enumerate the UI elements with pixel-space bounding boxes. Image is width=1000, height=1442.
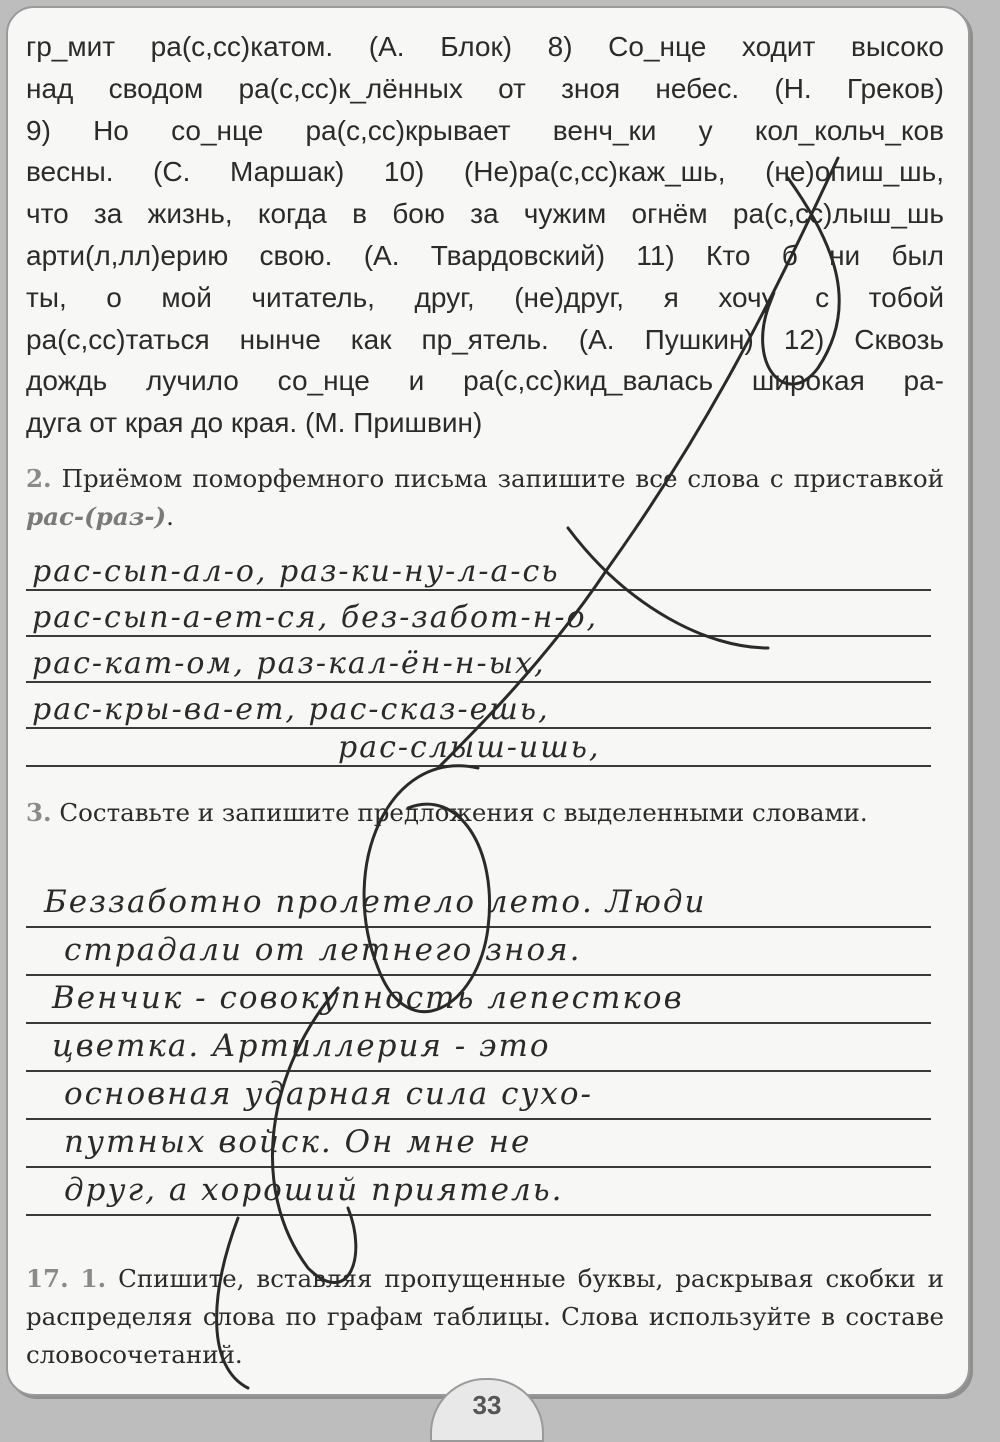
- exercise-line: что за жизнь, когда в бою за чужим огнём ра(с,сс)лыш_шь: [26, 198, 944, 230]
- ruled-line: [26, 1022, 931, 1024]
- task-prefix: рас-(раз-): [26, 502, 167, 531]
- task-number: 2.: [26, 464, 52, 493]
- handwritten-line: Беззаботно пролетело лето. Люди: [44, 884, 707, 920]
- task-number: 3.: [26, 798, 52, 827]
- handwritten-line: рас-сып-а-ет-ся, без-забот-н-о,: [32, 600, 599, 635]
- ruled-line: [26, 727, 931, 729]
- handwritten-line: Венчик - совокупность лепестков: [52, 980, 684, 1016]
- workbook-page: [6, 6, 970, 1396]
- handwritten-line: рас-сып-ал-о, раз-ки-ну-л-а-сь: [32, 554, 560, 589]
- ruled-line: [26, 974, 931, 976]
- ruled-line: [26, 635, 931, 637]
- handwritten-line: цветка. Артиллерия - это: [52, 1028, 551, 1064]
- handwritten-line: страдали от летнего зноя.: [64, 932, 582, 968]
- exercise-line: ра(с,сс)таться нынче как пр_ятель. (А. Пушкин) 12) Сквозь: [26, 323, 944, 355]
- task-3-instruction: [26, 794, 944, 832]
- ruled-line: [26, 1166, 931, 1168]
- handwritten-line: рас-кат-ом, раз-кал-ён-н-ых,: [32, 646, 546, 681]
- exercise-line: дождь лучило со_нце и ра(с,сс)кид_валась широкая ра-: [26, 365, 944, 397]
- exercise-line: ты, о мой читатель, друг, (не)друг, я хочу с тобой: [26, 281, 944, 313]
- exercise-line: весны. (С. Маршак) 10) (Не)ра(с,сс)каж_шь, (не)опиш_шь,: [26, 156, 944, 188]
- ruled-line: [26, 1214, 931, 1216]
- task-text: Приёмом поморфемного письма запишите все слова с приставкой: [61, 464, 944, 493]
- exercise-line: 9) Но со_нце ра(с,сс)крывает венч_ки у кол_кольч_ков: [26, 114, 944, 146]
- exercise-line: дуга от края до края. (М. Пришвин): [26, 407, 483, 439]
- handwritten-line: основная ударная сила сухо-: [64, 1076, 594, 1112]
- handwritten-line: рас-кры-ва-ет, рас-сказ-ешь,: [32, 692, 550, 727]
- task-text: Спишите, вставляя пропущенные буквы, раскрывая скобки и распределяя слова по графам таблицы. Слова используйте в составе словосочетаний.: [26, 1264, 944, 1369]
- task-subnumber: 1.: [80, 1264, 107, 1293]
- task-17-instruction: [26, 1260, 944, 1374]
- ruled-line: [26, 926, 931, 928]
- ruled-line: [26, 1118, 931, 1120]
- ruled-line: [26, 1070, 931, 1072]
- exercise-line: арти(л,лл)ерию свою. (А. Твардовский) 11) Кто б ни был: [26, 239, 944, 271]
- handwritten-line: путных войск. Он мне не: [64, 1124, 532, 1160]
- task-2-instruction: [26, 460, 944, 536]
- exercise-line: над сводом ра(с,сс)к_лённых от зноя небес. (Н. Греков): [26, 72, 944, 104]
- task-text: Составьте и запишите предложения с выделенными словами.: [59, 798, 868, 827]
- ruled-line: [26, 765, 931, 767]
- ruled-line: [26, 681, 931, 683]
- handwritten-line: друг, а хороший приятель.: [64, 1172, 564, 1208]
- ruled-line: [26, 589, 931, 591]
- task-end: .: [166, 502, 174, 531]
- task-number: 17.: [26, 1264, 69, 1293]
- page-number: 33: [430, 1378, 544, 1442]
- handwritten-line: рас-слыш-ишь,: [338, 730, 601, 765]
- exercise-line: гр_мит ра(с,сс)катом. (А. Блок) 8) Со_нце ходит высоко: [26, 31, 944, 62]
- exercise-text: [26, 26, 944, 444]
